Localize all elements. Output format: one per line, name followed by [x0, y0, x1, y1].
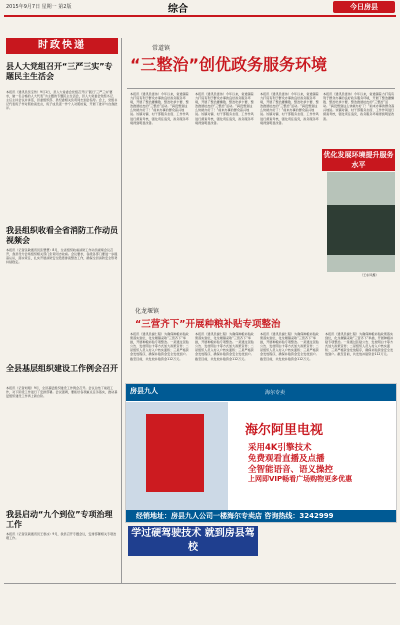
- main-article-body-col1: 本报讯（通讯员雷伟）今年以来，常道镇着力打造有利于群众办事的良好政务服务环境，开展了整治庸懒散、整治吃拿卡要、整治推诿扯皮的“三整治”活动。“真没想到这么快就办好了！”前来办事的群众高兴地说。该镇对镇、村干部服务态度、工作作风进行督查考核，强化责任追究，政务服务环境得到明显改善。: [130, 92, 189, 125]
- main-article-body-col3: 本报讯（通讯员雷伟）今年以来，常道镇着力打造有利于群众办事的良好政务服务环境，开展了整治庸懒散、整治吃拿卡要、整治推诿扯皮的“三整治”活动。“真没想到这么快就办好了！”前来办事的群众高兴地说。该镇对镇、村干部服务态度、工作作风进行督查考核，强化责任追究，政务服务环境得到明显改善。: [260, 92, 319, 125]
- second-article-body-col3: 本报讯（通讯员谢仁程）为确保种粮补贴政策落实到位，化龙堰镇采取“三营齐下”举措，开展种粮补贴专项整治。一是通过张贴公告、发放明白卡等方式加大政策宣传；二是组织人员入村入户核实面积；三是严格资金发放程序，确保补贴资金安全发放到户。截至目前，共发放补贴资金112万元。: [260, 332, 319, 361]
- photo-caption: （王东风摄）: [360, 273, 379, 277]
- second-article-body-col1: 本报讯（通讯员谢仁程）为确保种粮补贴政策落实到位，化龙堰镇采取“三营齐下”举措，开展种粮补贴专项整治。一是通过张贴公告、发放明白卡等方式加大政策宣传；二是组织人员入村入户核实面积；三是严格资金发放程序，确保补贴资金安全发放到户。截至目前，共发放补贴资金112万元。: [130, 332, 189, 361]
- main-article-body-col4: 本报讯（通讯员雷伟）今年以来，常道镇着力打造有利于群众办事的良好政务服务环境，开展了整治庸懒散、整治吃拿卡要、整治推诿扯皮的“三整治”活动。“真没想到这么快就办好了！”前来办事的群众高兴地说。该镇对镇、村干部服务态度、工作作风进行督查考核，强化责任追究，政务服务环境得到明显改善。: [323, 92, 395, 121]
- main-article-kicker: 常道镇: [152, 45, 171, 52]
- ad-feature-4: 上网即VIP畅看广场购物更多优惠: [248, 475, 353, 483]
- ad-label: 海尔专卖: [265, 390, 286, 396]
- ad-feature-1: 采用4K引擎技术: [248, 443, 312, 453]
- left-article-1-title: 县人大党组召开“三严三实”专题民主生活会: [6, 62, 113, 81]
- column-divider: [121, 38, 122, 583]
- ad-brand: 房县九人: [130, 387, 158, 395]
- newspaper-logo: 今日房县: [333, 1, 395, 13]
- left-article-1-body: 本报讯（通讯员吴宝传）9月1日，县人大常委会党组召开以“践行‘三严三实’要求，做一名合格的人大代表”为主题的专题民主生活会，县人大常委会党组书记、主任主持会议并讲话，县委组织部、县纪委相关负责同志到会指导。会上，党组书记代表班子作对照检查发言，班子成员逐一作个人对照检查，开展了批评与自我批评。: [6, 90, 118, 111]
- ad-screen-image: [146, 414, 204, 492]
- second-article-kicker: 化龙堰镇: [135, 308, 160, 315]
- second-article-title: “三营齐下”开展种粮补贴专项整治: [135, 319, 281, 330]
- left-article-2-body: 本报讯（记者张敏通讯员张慧慧）8月，全省组织收看消防工作动员视频会议召开，我县设分会场组织相关部门负责同志收看。会议要求，各级各部门要进一步提高认识，落实责任，扎实开展消防安全隐患排查整治工作，确保全县消防安全形势持续稳定。: [6, 248, 118, 265]
- header-rule: [4, 15, 396, 17]
- ad-top-bar: [126, 384, 396, 401]
- left-article-2-title: 我县组织收看全省消防工作动员视频会: [6, 226, 118, 245]
- left-article-4-title: 我县启动“九个到位”专项治理工作: [6, 510, 113, 529]
- bottom-rule: [4, 583, 396, 584]
- left-article-3-body: 本报讯（记者刘翔）9月，全县基层组织建设工作例会召开。会议总结了前段工作，对下阶段工作进行了安排部署。会议强调，要抓好各项重点任务落实，推动基层组织建设工作再上新台阶。: [6, 386, 118, 399]
- ad-feature-2: 免费观看直播及点播: [248, 454, 325, 464]
- second-article-body-col2: 本报讯（通讯员谢仁程）为确保种粮补贴政策落实到位，化龙堰镇采取“三营齐下”举措，开展种粮补贴专项整治。一是通过张贴公告、发放明白卡等方式加大政策宣传；二是组织人员入村入户核实面积；三是严格资金发放程序，确保补贴资金安全发放到户。截至目前，共发放补贴资金112万元。: [195, 332, 254, 361]
- side-highlight-box: 优化发展环境提升服务水平: [323, 151, 394, 169]
- left-column-banner: 时政快递: [6, 38, 118, 54]
- second-article-body-col4: 本报讯（通讯员谢仁程）为确保种粮补贴政策落实到位，化龙堰镇采取“三营齐下”举措，开展种粮补贴专项整治。一是通过张贴公告、发放明白卡等方式加大政策宣传；二是组织人员入村入户核实面积；三是严格资金发放程序，确保补贴资金安全发放到户。截至目前，共发放补贴资金112万元。: [325, 332, 394, 357]
- news-photo-crowd: [327, 205, 395, 255]
- ad-heading: 海尔阿里电视: [245, 423, 324, 438]
- ad-feature-3: 全智能语音、语义操控: [248, 465, 334, 475]
- main-article-body-col2: 本报讯（通讯员雷伟）今年以来，常道镇着力打造有利于群众办事的良好政务服务环境，开展了整治庸懒散、整治吃拿卡要、整治推诿扯皮的“三整治”活动。“真没想到这么快就办好了！”前来办事的群众高兴地说。该镇对镇、村干部服务态度、工作作风进行督查考核，强化责任追究，政务服务环境得到明显改善。: [195, 92, 254, 125]
- issue-date: 2015年9月7日 星期一 第2版: [6, 4, 72, 10]
- section-title: 综合: [168, 4, 188, 15]
- driving-school-slogan: 学过硬驾驶技术 就到房县驾校: [128, 526, 258, 556]
- main-article-title: “三整治”创优政务服务环境: [130, 55, 328, 74]
- main-article-rule: [127, 88, 395, 89]
- left-article-3-title: 全县基层组织建设工作例会召开: [6, 364, 118, 373]
- left-article-4-body: 本报讯（记者张颖通讯员王寒冰）9月，我县召开专题会议，安排部署相关专项治理工作。: [6, 532, 117, 541]
- ad-contact-bar: 经销地址：房县九人公司一楼海尔专卖店 咨询热线：3242999: [126, 510, 396, 522]
